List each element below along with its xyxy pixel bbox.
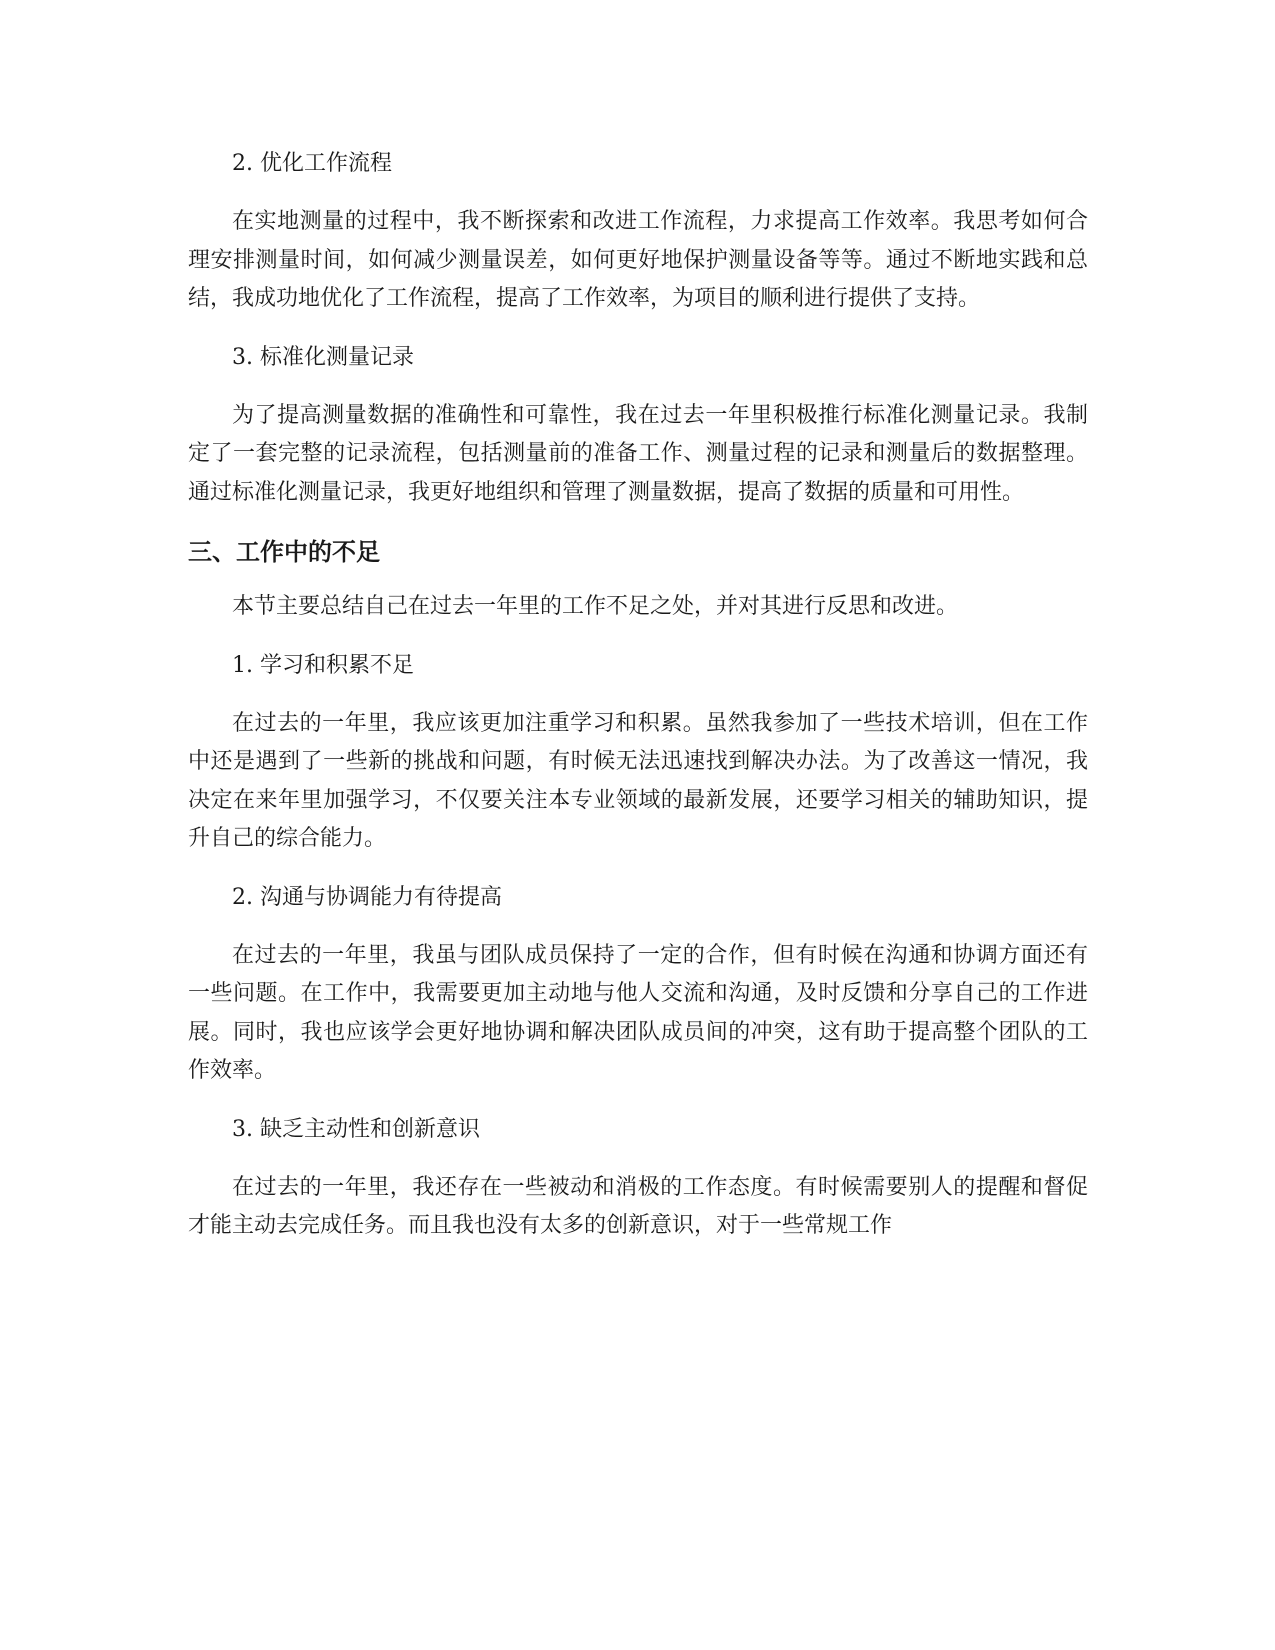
paragraph-learning: 在过去的一年里，我应该更加注重学习和积累。虽然我参加了一些技术培训，但在工作中还是遇到了一些新的挑战和问题，有时候无法迅速找到解决办法。为了改善这一情况，我决定在来年里加强学习，不仅要关注本专业领域的最新发展，还要学习相关的辅助知识，提升自己的综合能力。 xyxy=(188,710,1088,851)
paragraph-standardize-records: 为了提高测量数据的准确性和可靠性，我在过去一年里积极推行标准化测量记录。我制定了一套完整的记录流程，包括测量前的准备工作、测量过程的记录和测量后的数据整理。通过标准化测量记录，我更好地组织和管理了测量数据，提高了数据的质量和可用性。 xyxy=(188,402,1088,505)
item-title-communication: 2. 沟通与协调能力有待提高 xyxy=(232,884,502,910)
section-heading-shortcomings: 三、工作中的不足 xyxy=(188,538,380,566)
item-title-optimize-workflow: 2. 优化工作流程 xyxy=(232,151,392,176)
item-title-learning: 1. 学习和积累不足 xyxy=(232,652,414,678)
paragraph-section-intro: 本节主要总结自己在过去一年里的工作不足之处，并对其进行反思和改进。 xyxy=(232,594,959,619)
page-content xyxy=(188,145,1088,1246)
paragraph-initiative: 在过去的一年里，我还存在一些被动和消极的工作态度。有时候需要别人的提醒和督促才能主动去完成任务。而且我也没有太多的创新意识，对于一些常规工作 xyxy=(188,1174,1088,1238)
item-title-initiative: 3. 缺乏主动性和创新意识 xyxy=(232,1116,480,1142)
paragraph-communication: 在过去的一年里，我虽与团队成员保持了一定的合作，但有时候在沟通和协调方面还有一些问题。在工作中，我需要更加主动地与他人交流和沟通，及时反馈和分享自己的工作进展。同时，我也应该学会更好地协调和解决团队成员间的冲突，这有助于提高整个团队的工作效率。 xyxy=(188,942,1088,1083)
paragraph-optimize-workflow: 在实地测量的过程中，我不断探索和改进工作流程，力求提高工作效率。我思考如何合理安排测量时间，如何减少测量误差，如何更好地保护测量设备等等。通过不断地实践和总结，我成功地优化了工作流程，提高了工作效率，为项目的顺利进行提供了支持。 xyxy=(188,209,1088,311)
item-title-standardize-records: 3. 标准化测量记录 xyxy=(232,344,414,370)
